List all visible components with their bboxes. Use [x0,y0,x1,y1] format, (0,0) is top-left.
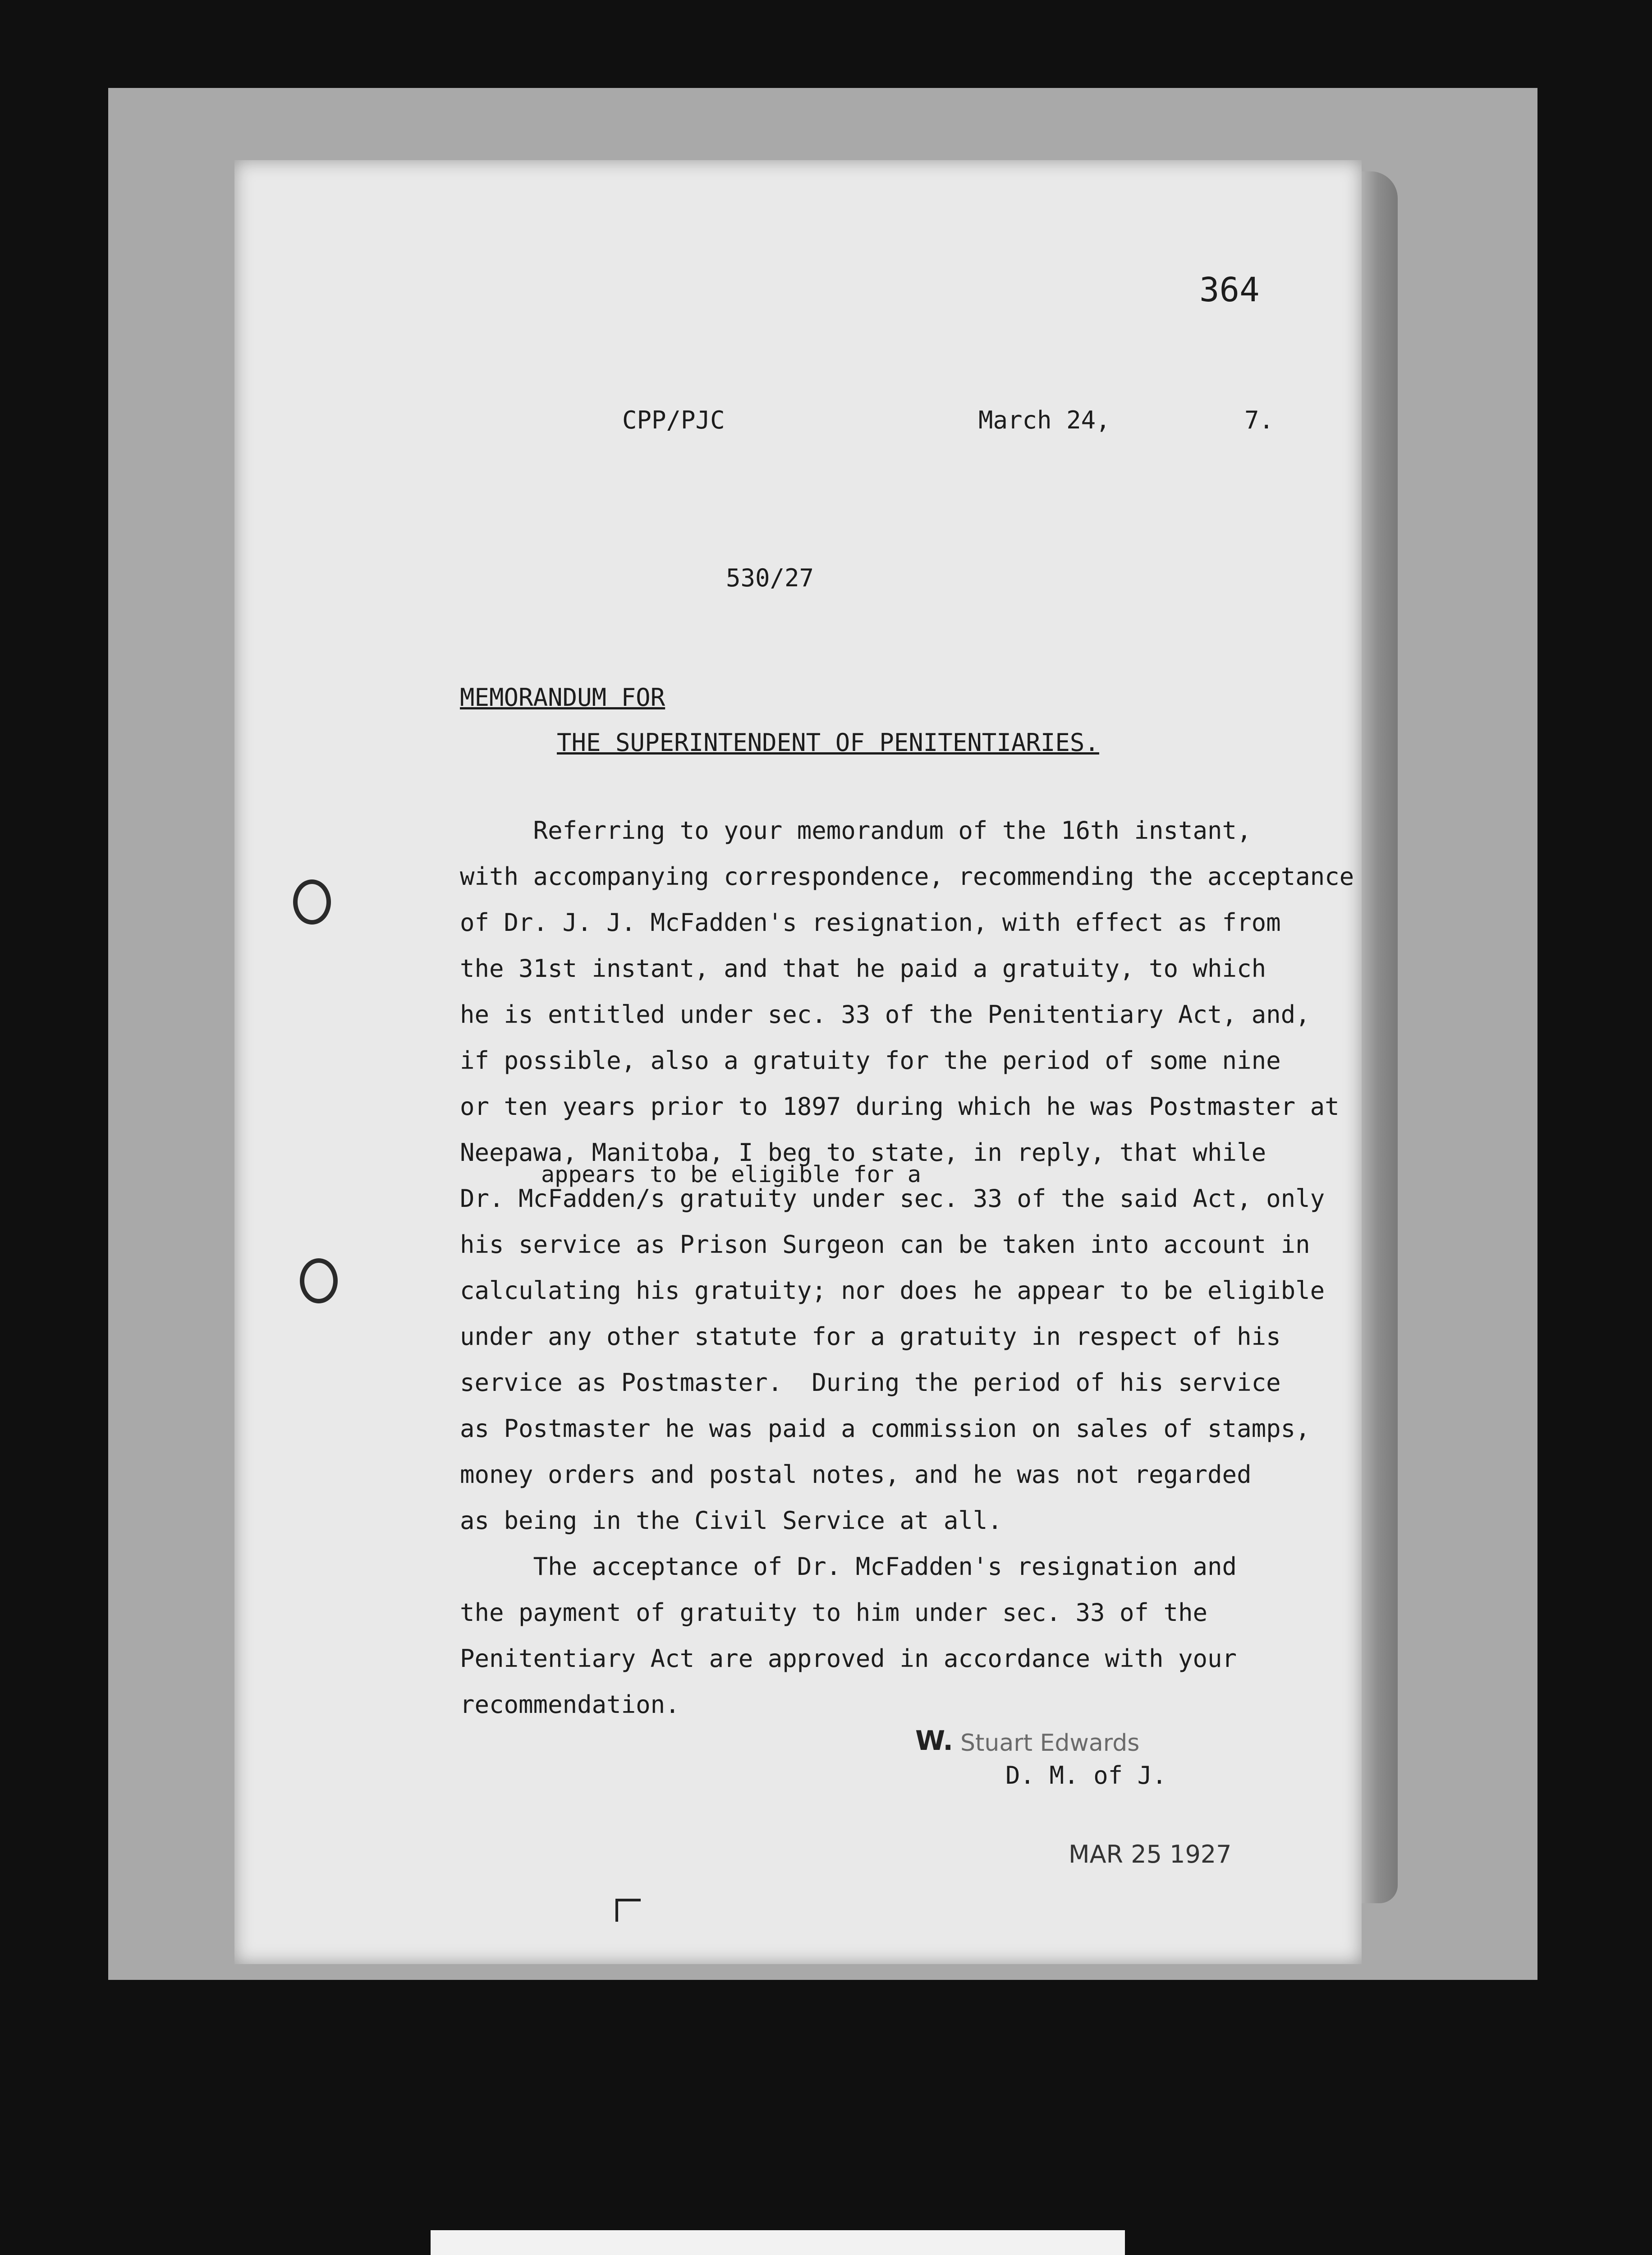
memo-body-line: recommendation. [460,1690,680,1719]
department-label [431,2230,1125,2255]
memo-date-suffix: 7. [1244,406,1274,434]
memo-body-line: money orders and postal notes, and he was not regarded [460,1460,1252,1489]
punch-hole-lower [300,1258,338,1303]
memo-body-line: under any other statute for a gratuity in respect of his [460,1322,1281,1351]
memo-body-line: as Postmaster he was paid a commission on sales of stamps, [460,1414,1310,1443]
reference-initials: CPP/PJC [622,406,725,434]
memo-body-line: if possible, also a gratuity for the period of some nine [460,1046,1281,1075]
memo-body-line: service as Postmaster. During the period of his service [460,1368,1281,1397]
memo-date: March 24, [978,406,1111,434]
memo-body-line: the payment of gratuity to him under sec. 33 of the [460,1598,1208,1627]
memo-body-line: he is entitled under sec. 33 of the Penitentiary Act, and, [460,1000,1310,1029]
memo-body-line: the 31st instant, and that he paid a gratuity, to which [460,954,1267,983]
memo-body-line: of Dr. J. J. McFadden's resignation, with effect as from [460,908,1281,937]
memo-body-line: as being in the Civil Service at all. [460,1506,1002,1535]
memo-body-line: with accompanying correspondence, recommending the acceptance [460,862,1354,891]
memo-body-line: Penitentiary Act are approved in accordance with your [460,1644,1237,1673]
corner-mark [615,1899,641,1922]
memo-body-line: The acceptance of Dr. McFadden's resignation and [460,1552,1237,1581]
memo-body-line: Referring to your memorandum of the 16th instant, [460,816,1252,845]
memo-heading: MEMORANDUM FOR [460,683,665,712]
memo-body-line: his service as Prison Surgeon can be taken into account in [460,1230,1310,1259]
memo-body-line: or ten years prior to 1897 during which he was Postmaster at [460,1092,1340,1121]
interlinear-insert: appears to be eligible for a [541,1161,921,1187]
memo-body-line: calculating his gratuity; nor does he appear to be eligible [460,1276,1325,1305]
received-stamp: MAR 25 1927 [1069,1840,1232,1868]
signature: Stuart Edwards [960,1730,1140,1757]
memo-recipient: THE SUPERINTENDENT OF PENITENTIARIES. [557,728,1099,757]
page-number: 364 [1199,271,1260,309]
memo-body-line: Neepawa, Manitoba, I beg to state, in reply, that while [460,1138,1267,1167]
signatory-title: D. M. of J. [1005,1761,1167,1790]
memo-body-line: Dr. McFadden/s gratuity under sec. 33 of the said Act, only [460,1184,1325,1213]
file-number: 530/27 [726,564,814,592]
punch-hole-upper [293,879,331,925]
signature-initial: W. [915,1725,954,1757]
